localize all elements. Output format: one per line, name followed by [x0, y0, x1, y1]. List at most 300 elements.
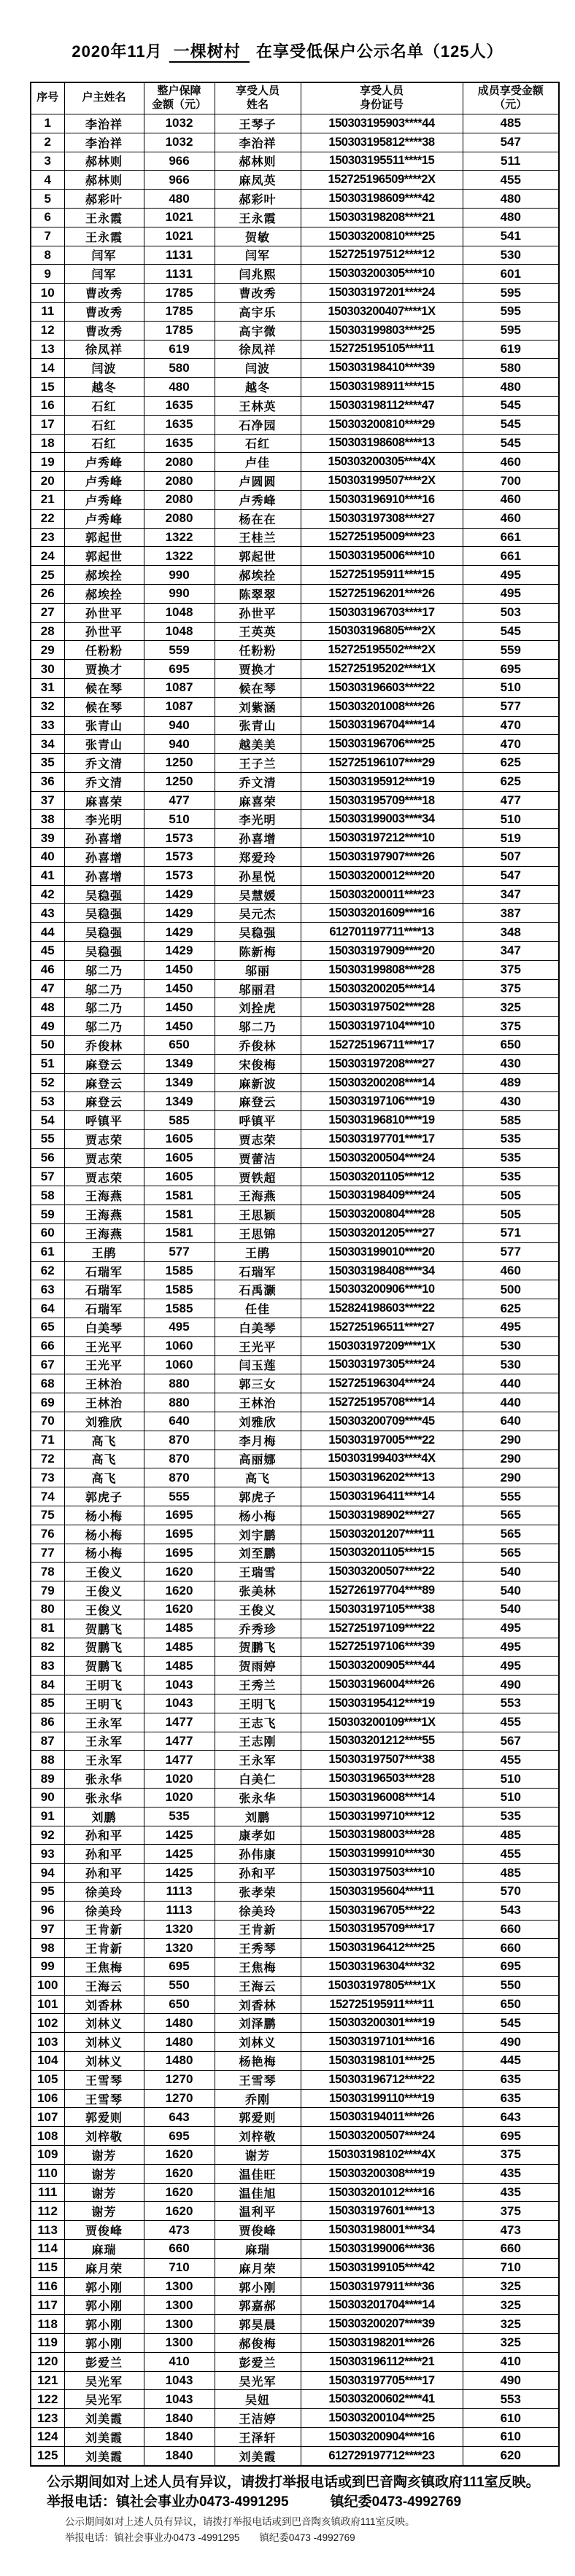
cell-member-amount: 490 [463, 1676, 559, 1694]
cell-member-name: 李月梅 [215, 1431, 301, 1450]
cell-head-name: 张青山 [64, 735, 144, 754]
cell-head-name: 石瑞军 [64, 1299, 144, 1318]
cell-id-number: 150303196805****2X [301, 622, 463, 641]
cell-household-amount: 1131 [144, 246, 215, 265]
table-row [31, 1732, 559, 1751]
cell-household-amount: 643 [144, 2108, 215, 2127]
title-village-underlined: 一棵树村 [169, 42, 250, 63]
cell-household-amount: 640 [144, 1412, 215, 1431]
cell-member-amount: 490 [463, 2371, 559, 2390]
table-row [31, 1525, 559, 1544]
cell-serial: 121 [31, 2371, 64, 2390]
cell-serial: 80 [31, 1600, 64, 1619]
cell-member-name: 王俊义 [215, 1600, 301, 1619]
table-row [31, 2390, 559, 2409]
cell-household-amount: 695 [144, 660, 215, 679]
cell-id-number: 150303196004****26 [301, 1676, 463, 1694]
cell-household-amount: 1429 [144, 942, 215, 961]
table-row [31, 1374, 559, 1393]
cell-id-number: 152725196509****2X [301, 171, 463, 190]
cell-member-name: 王永霞 [215, 208, 301, 227]
cell-id-number: 150303199110****19 [301, 2089, 463, 2108]
cell-member-name: 孙世平 [215, 603, 301, 622]
cell-member-name: 刘梓敬 [215, 2127, 301, 2146]
cell-member-amount: 543 [463, 1901, 559, 1920]
cell-head-name: 张永华 [64, 1770, 144, 1789]
cell-head-name: 卢秀峰 [64, 472, 144, 491]
cell-head-name: 石瑞军 [64, 1280, 144, 1299]
cell-head-name: 候在琴 [64, 697, 144, 716]
table-row [31, 1694, 559, 1713]
cell-household-amount: 1250 [144, 772, 215, 791]
cell-member-name: 闫玉莲 [215, 1355, 301, 1374]
cell-id-number: 150303195604****11 [301, 1882, 463, 1901]
cell-head-name: 卢秀峰 [64, 453, 144, 472]
cell-household-amount: 870 [144, 1450, 215, 1468]
cell-head-name: 李光明 [64, 810, 144, 829]
cell-id-number: 150303198003****28 [301, 1826, 463, 1845]
cell-member-name: 王思颖 [215, 1205, 301, 1224]
page-title [0, 39, 575, 62]
cell-member-amount: 455 [463, 1845, 559, 1864]
cell-head-name: 王海燕 [64, 1205, 144, 1224]
cell-member-name: 张青山 [215, 716, 301, 735]
cell-household-amount: 1840 [144, 2409, 215, 2428]
cell-household-amount: 1425 [144, 1845, 215, 1864]
cell-member-name: 康孝如 [215, 1826, 301, 1845]
cell-member-amount: 460 [463, 1261, 559, 1280]
table-row [31, 1468, 559, 1487]
cell-household-amount: 870 [144, 1431, 215, 1450]
cell-head-name: 王俊义 [64, 1563, 144, 1581]
cell-head-name: 徐凤祥 [64, 340, 144, 359]
cell-head-name: 郭小刚 [64, 2315, 144, 2334]
cell-id-number: 150303199403****4X [301, 1450, 463, 1468]
cell-member-amount: 661 [463, 547, 559, 566]
cell-member-name: 贾换才 [215, 660, 301, 679]
cell-id-number: 150303195912****19 [301, 772, 463, 791]
cell-serial: 21 [31, 490, 64, 509]
cell-member-name: 王英英 [215, 622, 301, 641]
cell-member-amount: 547 [463, 133, 559, 152]
cell-serial: 52 [31, 1073, 64, 1092]
cell-id-number: 150303201207****11 [301, 1525, 463, 1544]
cell-id-number: 150303196202****13 [301, 1468, 463, 1487]
table-row [31, 1920, 559, 1939]
cell-id-number: 152725196511****27 [301, 1318, 463, 1337]
cell-id-number: 150303201205****27 [301, 1224, 463, 1243]
cell-member-amount: 460 [463, 509, 559, 528]
cell-head-name: 白美琴 [64, 1318, 144, 1337]
cell-head-name: 王林治 [64, 1393, 144, 1412]
cell-serial: 30 [31, 660, 64, 679]
cell-member-name: 刘美霞 [215, 2446, 301, 2465]
cell-household-amount: 410 [144, 2352, 215, 2371]
cell-head-name: 吴光军 [64, 2371, 144, 2390]
cell-head-name: 王明飞 [64, 1694, 144, 1713]
cell-serial: 75 [31, 1506, 64, 1525]
cell-member-amount: 470 [463, 716, 559, 735]
cell-member-amount: 535 [463, 1807, 559, 1826]
cell-id-number: 150303196112****21 [301, 2352, 463, 2371]
cell-household-amount: 1605 [144, 1130, 215, 1149]
cell-serial: 6 [31, 208, 64, 227]
cell-serial: 45 [31, 942, 64, 961]
cell-member-name: 麻新波 [215, 1073, 301, 1092]
cell-serial: 22 [31, 509, 64, 528]
cell-member-name: 贺敏 [215, 227, 301, 246]
header-member-amount [463, 82, 559, 114]
cell-household-amount: 1573 [144, 848, 215, 867]
cell-serial: 101 [31, 1995, 64, 2014]
cell-id-number: 150303199003****34 [301, 810, 463, 829]
cell-head-name: 贾志荣 [64, 1167, 144, 1186]
cell-serial: 92 [31, 1826, 64, 1845]
cell-serial: 56 [31, 1148, 64, 1167]
cell-member-amount: 325 [463, 2315, 559, 2334]
cell-id-number: 150303195709****18 [301, 791, 463, 810]
cell-id-number: 150303200407****1X [301, 302, 463, 321]
cell-serial: 105 [31, 2070, 64, 2089]
table-row [31, 1751, 559, 1770]
table-row [31, 1073, 559, 1092]
cell-head-name: 李治祥 [64, 114, 144, 133]
cell-member-amount: 430 [463, 1054, 559, 1073]
cell-household-amount: 1131 [144, 265, 215, 284]
header-member-name-line2: 姓名 [246, 99, 269, 111]
cell-member-name: 乔俊林 [215, 1036, 301, 1055]
cell-member-name: 王林英 [215, 396, 301, 415]
cell-household-amount: 1695 [144, 1506, 215, 1525]
cell-member-name: 王瑞雪 [215, 1563, 301, 1581]
cell-member-amount: 348 [463, 923, 559, 942]
cell-head-name: 刘美霞 [64, 2446, 144, 2465]
table-row [31, 1882, 559, 1901]
cell-member-amount: 510 [463, 810, 559, 829]
cell-id-number: 152725195105****11 [301, 340, 463, 359]
table-row [31, 2127, 559, 2146]
cell-member-amount: 625 [463, 1299, 559, 1318]
cell-serial: 90 [31, 1788, 64, 1807]
cell-member-amount: 625 [463, 754, 559, 773]
cell-household-amount: 1032 [144, 133, 215, 152]
cell-member-amount: 440 [463, 1393, 559, 1412]
cell-serial: 31 [31, 678, 64, 697]
cell-serial: 125 [31, 2446, 64, 2465]
cell-household-amount: 1450 [144, 960, 215, 979]
cell-serial: 118 [31, 2315, 64, 2334]
cell-member-amount: 455 [463, 1751, 559, 1770]
cell-head-name: 王海云 [64, 1976, 144, 1995]
cell-household-amount: 1480 [144, 2052, 215, 2071]
cell-id-number: 150303197701****17 [301, 1130, 463, 1149]
cell-member-amount: 460 [463, 490, 559, 509]
table-row [31, 2146, 559, 2165]
cell-id-number: 150303196705****22 [301, 1901, 463, 1920]
cell-serial: 108 [31, 2127, 64, 2146]
header-household-amount-line2: 金额（元） [151, 99, 207, 111]
table-row [31, 1261, 559, 1280]
cell-serial: 49 [31, 1017, 64, 1036]
cell-member-name: 高飞 [215, 1468, 301, 1487]
cell-member-name: 吴慧媛 [215, 885, 301, 904]
cell-member-amount: 650 [463, 1036, 559, 1055]
cell-serial: 104 [31, 2052, 64, 2071]
table-row [31, 1054, 559, 1073]
cell-member-name: 麻瑞 [215, 2240, 301, 2259]
cell-head-name: 乔文清 [64, 772, 144, 791]
cell-serial: 2 [31, 133, 64, 152]
table-row [31, 1111, 559, 1130]
cell-household-amount: 559 [144, 641, 215, 660]
table-row [31, 979, 559, 998]
cell-member-amount: 695 [463, 1958, 559, 1977]
cell-head-name: 谢芳 [64, 2146, 144, 2165]
cell-member-name: 石禹灏 [215, 1280, 301, 1299]
table-row [31, 2296, 559, 2315]
cell-household-amount: 1320 [144, 1939, 215, 1958]
cell-head-name: 乔文清 [64, 754, 144, 773]
cell-member-amount: 710 [463, 2258, 559, 2277]
cell-household-amount: 1573 [144, 829, 215, 848]
table-row [31, 1412, 559, 1431]
cell-head-name: 贾俊峰 [64, 2221, 144, 2240]
cell-id-number: 150303201012****16 [301, 2183, 463, 2202]
cell-member-name: 贾蕾洁 [215, 1148, 301, 1167]
cell-member-name: 徐美玲 [215, 1901, 301, 1920]
cell-serial: 26 [31, 584, 64, 603]
cell-member-name: 张美林 [215, 1581, 301, 1600]
cell-member-amount: 505 [463, 1205, 559, 1224]
cell-head-name: 曹改秀 [64, 302, 144, 321]
cell-member-name: 郑爱玲 [215, 848, 301, 867]
notice-small-line1: 公示期间如对上述人员有异议，请拨打举报电话或到巴音陶亥镇政府111室反映。 [65, 2516, 415, 2527]
cell-member-amount: 410 [463, 2352, 559, 2371]
cell-serial: 10 [31, 284, 64, 303]
cell-head-name: 孙世平 [64, 603, 144, 622]
cell-serial: 116 [31, 2277, 64, 2296]
cell-member-amount: 545 [463, 415, 559, 434]
cell-serial: 114 [31, 2240, 64, 2259]
table-row [31, 434, 559, 453]
header-member-amount-line2: （元） [494, 99, 528, 111]
cell-member-amount: 540 [463, 1581, 559, 1600]
table-row [31, 1299, 559, 1318]
cell-head-name: 麻瑞 [64, 2240, 144, 2259]
cell-household-amount: 1477 [144, 1732, 215, 1751]
cell-head-name: 麻登云 [64, 1073, 144, 1092]
cell-id-number: 150303200810****25 [301, 227, 463, 246]
header-id-number-line2: 身份证号 [359, 99, 404, 111]
table-row [31, 584, 559, 603]
cell-serial: 124 [31, 2428, 64, 2447]
cell-member-name: 孙星悦 [215, 866, 301, 885]
cell-household-amount: 1425 [144, 1864, 215, 1883]
cell-member-amount: 547 [463, 866, 559, 885]
cell-head-name: 郭起世 [64, 528, 144, 547]
cell-id-number: 152824198603****22 [301, 1299, 463, 1318]
cell-serial: 29 [31, 641, 64, 660]
cell-id-number: 150303199105****42 [301, 2258, 463, 2277]
cell-member-name: 李光明 [215, 810, 301, 829]
table-row [31, 1939, 559, 1958]
cell-member-amount: 445 [463, 2052, 559, 2071]
table-row [31, 1544, 559, 1563]
cell-serial: 94 [31, 1864, 64, 1883]
cell-head-name: 高飞 [64, 1431, 144, 1450]
cell-household-amount: 1450 [144, 998, 215, 1017]
cell-id-number: 150303200507****22 [301, 1563, 463, 1581]
cell-member-name: 刘林义 [215, 2033, 301, 2052]
cell-member-amount: 325 [463, 2334, 559, 2353]
header-head-name [64, 82, 144, 114]
cell-head-name: 刘林义 [64, 2052, 144, 2071]
cell-head-name: 王永霞 [64, 227, 144, 246]
cell-member-amount: 545 [463, 622, 559, 641]
table-row [31, 2089, 559, 2108]
header-member-amount-line1: 成员享受金额 [477, 85, 544, 97]
cell-head-name: 孙喜增 [64, 866, 144, 885]
table-row [31, 1393, 559, 1412]
cell-id-number: 150303200602****41 [301, 2390, 463, 2409]
cell-head-name: 麻登云 [64, 1092, 144, 1111]
cell-household-amount: 1480 [144, 2014, 215, 2033]
cell-serial: 24 [31, 547, 64, 566]
table-row [31, 1487, 559, 1506]
cell-member-name: 杨在在 [215, 509, 301, 528]
cell-member-amount: 507 [463, 848, 559, 867]
cell-member-amount: 577 [463, 697, 559, 716]
cell-member-amount: 347 [463, 885, 559, 904]
cell-member-amount: 495 [463, 584, 559, 603]
cell-member-name: 王泽轩 [215, 2428, 301, 2447]
cell-id-number: 150303196706****25 [301, 735, 463, 754]
cell-member-name: 郭起世 [215, 547, 301, 566]
cell-household-amount: 1585 [144, 1280, 215, 1299]
cell-head-name: 杨小梅 [64, 1544, 144, 1563]
subsistence-allowance-table [30, 82, 560, 2467]
cell-id-number: 150303197907****26 [301, 848, 463, 867]
cell-household-amount: 477 [144, 791, 215, 810]
cell-member-name: 王海云 [215, 1976, 301, 1995]
cell-id-number: 150303197911****36 [301, 2277, 463, 2296]
cell-serial: 89 [31, 1770, 64, 1789]
cell-member-amount: 555 [463, 1487, 559, 1506]
cell-member-name: 王焦梅 [215, 1958, 301, 1977]
cell-head-name: 王雪琴 [64, 2089, 144, 2108]
notice-small-block [65, 2514, 547, 2545]
notice-bold-line2: 举报电话：镇社会事业办0473-4991295 镇纪委0473-4992769 [47, 2494, 462, 2510]
cell-id-number: 150303196304****32 [301, 1958, 463, 1977]
cell-member-name: 王桂兰 [215, 528, 301, 547]
cell-member-name: 徐凤祥 [215, 340, 301, 359]
cell-head-name: 贺鹏飞 [64, 1638, 144, 1657]
cell-id-number: 150303197106****19 [301, 1092, 463, 1111]
cell-head-name: 谢芳 [64, 2202, 144, 2221]
cell-id-number: 150303200810****29 [301, 415, 463, 434]
table-row [31, 1657, 559, 1676]
cell-serial: 95 [31, 1882, 64, 1901]
cell-id-number: 612701197711****13 [301, 923, 463, 942]
table-row [31, 641, 559, 660]
cell-head-name: 孙和平 [64, 1826, 144, 1845]
cell-household-amount: 1021 [144, 227, 215, 246]
cell-member-amount: 495 [463, 1318, 559, 1337]
cell-household-amount: 1300 [144, 2315, 215, 2334]
table-row [31, 472, 559, 491]
cell-household-amount: 1349 [144, 1073, 215, 1092]
cell-id-number: 150303196712****22 [301, 2070, 463, 2089]
cell-id-number: 150303200305****4X [301, 453, 463, 472]
cell-id-number: 150303197104****10 [301, 1017, 463, 1036]
cell-head-name: 闫波 [64, 359, 144, 378]
table-row [31, 190, 559, 209]
cell-head-name: 邬二乃 [64, 1017, 144, 1036]
cell-id-number: 150303195412****19 [301, 1694, 463, 1713]
cell-serial: 100 [31, 1976, 64, 1995]
cell-serial: 85 [31, 1694, 64, 1713]
cell-member-amount: 519 [463, 829, 559, 848]
cell-serial: 103 [31, 2033, 64, 2052]
cell-id-number: 152725195911****11 [301, 1995, 463, 2014]
table-row [31, 772, 559, 791]
cell-id-number: 152725195911****15 [301, 566, 463, 585]
cell-member-name: 王雪琴 [215, 2070, 301, 2089]
cell-member-amount: 530 [463, 1336, 559, 1355]
table-row [31, 284, 559, 303]
cell-head-name: 张青山 [64, 716, 144, 735]
cell-member-name: 郭三女 [215, 1374, 301, 1393]
table-row [31, 603, 559, 622]
cell-household-amount: 1021 [144, 208, 215, 227]
cell-head-name: 吴稳强 [64, 904, 144, 923]
cell-id-number: 150303198608****13 [301, 434, 463, 453]
cell-member-amount: 510 [463, 1788, 559, 1807]
cell-id-number: 150303195812****38 [301, 133, 463, 152]
cell-serial: 84 [31, 1676, 64, 1694]
cell-member-name: 王志飞 [215, 1713, 301, 1732]
cell-serial: 54 [31, 1111, 64, 1130]
cell-head-name: 郭小刚 [64, 2277, 144, 2296]
cell-id-number: 152726197704****89 [301, 1581, 463, 1600]
table-row [31, 2352, 559, 2371]
cell-head-name: 任粉粉 [64, 641, 144, 660]
cell-id-number: 150303201609****16 [301, 904, 463, 923]
cell-serial: 120 [31, 2352, 64, 2371]
cell-serial: 57 [31, 1167, 64, 1186]
cell-head-name: 王海燕 [64, 1186, 144, 1205]
cell-id-number: 612729197712****23 [301, 2446, 463, 2465]
cell-member-amount: 695 [463, 660, 559, 679]
cell-member-amount: 480 [463, 190, 559, 209]
cell-id-number: 150303197005****22 [301, 1431, 463, 1450]
cell-household-amount: 1020 [144, 1788, 215, 1807]
cell-member-name: 王永军 [215, 1751, 301, 1770]
table-row [31, 2108, 559, 2127]
table-row [31, 547, 559, 566]
cell-household-amount: 1573 [144, 866, 215, 885]
cell-id-number: 150303197503****10 [301, 1864, 463, 1883]
cell-household-amount: 1620 [144, 2183, 215, 2202]
title-date: 2020年11月 [72, 42, 163, 61]
cell-member-amount: 440 [463, 1374, 559, 1393]
cell-member-amount: 619 [463, 340, 559, 359]
cell-household-amount: 2080 [144, 509, 215, 528]
cell-id-number: 150303200011****23 [301, 885, 463, 904]
table-row [31, 2446, 559, 2465]
cell-serial: 102 [31, 2014, 64, 2033]
header-serial-label: 序号 [36, 92, 59, 104]
